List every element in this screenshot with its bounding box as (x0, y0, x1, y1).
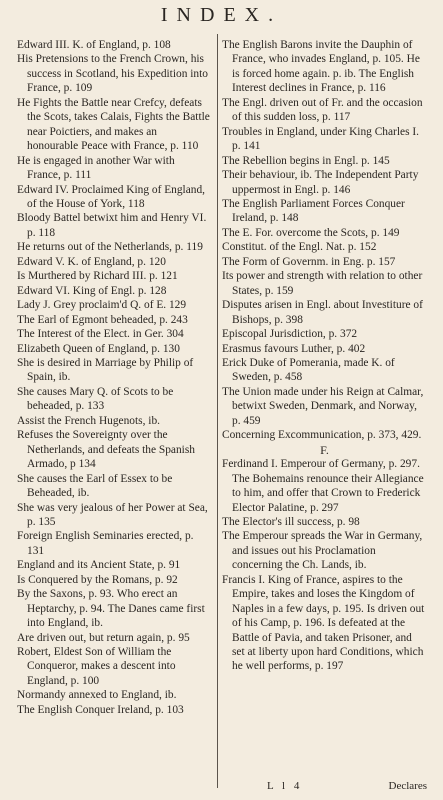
index-entry: Episcopal Jurisdiction, p. 372 (222, 328, 358, 341)
index-entry: Francis I. King of France, aspires to the Empire, takes and loses the Kingdom of Naples in a few days, p. 195. Is driven out of his Camp, p. 196. Is defeated at the Battle of Pavia, and taken Prisoner, and set at liberty upon hard Conditions, which he well performs, p. 197 (222, 573, 428, 673)
index-entry: She was very jealous of her Power at Sea, p. 135 (17, 501, 211, 528)
index-entry: Its power and strength with relation to other States, p. 159 (222, 270, 426, 297)
index-entry: The Earl of Egmont beheaded, p. 243 (17, 313, 188, 326)
catchword: Declares (388, 780, 427, 792)
index-entry: Bloody Battel betwixt him and Henry VI. p. 118 (17, 212, 210, 239)
index-entry: Ferdinand I. Emperour of Germany, p. 297. The Bohemains renounce their Allegiance to him, and offer that Crown to Frederick Elector Palatine, p. 297 (222, 458, 427, 514)
page-footer (222, 780, 427, 792)
index-entry: Erick Duke of Pomerania, made K. of Sweden, p. 458 (222, 356, 398, 384)
index-entry: The Union made under his Reign at Calmar, betwixt Sweden, Denmark, and Norway, p. 459 (222, 385, 427, 427)
index-entry: She causes Mary Q. of Scots to be beheaded, p. 133 (17, 385, 177, 413)
index-entry: The Interest of the Elect. in Ger. 304 (17, 328, 184, 341)
index-entry: By the Saxons, p. 93. Who erect an Heptarchy, p. 94. The Danes came first into England, ib. (17, 588, 208, 630)
index-entry: She causes the Earl of Essex to be Beheaded, ib. (17, 472, 176, 500)
index-entry: Normandy annexed to England, ib. (17, 689, 177, 702)
right-column (222, 38, 427, 674)
index-entry: The Engl. driven out of Fr. and the occasion of this sudden loss, p. 117 (222, 96, 426, 124)
index-entry: Constitut. of the Engl. Nat. p. 152 (222, 241, 377, 254)
index-entry: Assist the French Hugenots, ib. (17, 414, 161, 427)
signature-mark: L l 4 (267, 780, 303, 792)
index-entry: Elizabeth Queen of England, p. 130 (17, 342, 180, 355)
index-entry: Erasmus favours Luther, p. 402 (222, 342, 366, 355)
index-entry: Are driven out, but return again, p. 95 (17, 631, 190, 644)
index-entry: Refuses the Sovereignty over the Netherlands, and defeats the Spanish Armado, p 134 (17, 429, 198, 471)
index-entry: Is Conquered by the Romans, p. 92 (17, 573, 178, 586)
index-entry: The Form of Governm. in Eng. p. 157 (222, 255, 396, 268)
index-entry: Their behaviour, ib. The Independent Party uppermost in Engl. p. 146 (222, 169, 422, 196)
index-entry: Lady J. Grey proclaim'd Q. of E. 129 (17, 299, 187, 312)
index-entry: Troubles in England, under King Charles I. p. 141 (222, 125, 422, 153)
section-letter-heading: F. (320, 442, 329, 457)
index-entry: Concerning Excommunication, p. 373, 429. (222, 429, 422, 442)
index-entry: The E. For. overcome the Scots, p. 149 (222, 226, 400, 239)
index-entry: The Rebellion begins in Engl. p. 145 (222, 154, 390, 167)
index-entry: He is engaged in another War with France, p. 111 (17, 154, 178, 182)
index-entry: The Emperour spreads the War in Germany, and issues out his Proclamation concerning the Ch. Lands, ib. (222, 530, 426, 572)
index-entry: She is desired in Marriage by Philip of Spain, ib. (17, 356, 197, 384)
index-entry: The English Conquer Ireland, p. 103 (17, 703, 184, 716)
page-title: INDEX. (160, 4, 283, 26)
index-entry: Foreign English Seminaries erected, p. 131 (17, 530, 197, 557)
index-entry: His Pretensions to the French Crown, his success in Scotland, his Expedition into France, p. 109 (17, 53, 211, 95)
left-column (17, 38, 213, 717)
index-entry: Disputes arisen in Engl. about Investiture of Bishops, p. 398 (222, 299, 426, 326)
index-entry: Edward III. K. of England, p. 108 (17, 39, 171, 51)
index-entry: Edward IV. Proclaimed King of England, of the House of York, 118 (17, 183, 208, 210)
index-entry: Edward V. K. of England, p. 120 (17, 255, 166, 268)
index-entry: England and its Ancient State, p. 91 (17, 559, 181, 572)
index-entry: The English Parliament Forces Conquer Ireland, p. 148 (222, 197, 408, 225)
index-entry: Edward VI. King of Engl. p. 128 (17, 284, 167, 297)
index-entry: The Elector's ill success, p. 98 (222, 515, 360, 528)
index-entry: He returns out of the Netherlands, p. 119 (17, 241, 203, 254)
index-entry: He Fights the Battle near Crefcy, defeats the Scots, takes Calais, Fights the Battle near Poictiers, and makes an honourable Peace with France, p. 110 (17, 96, 213, 153)
column-divider (217, 34, 218, 788)
index-entry: Robert, Eldest Son of William the Conqueror, makes a descent into England, p. 100 (17, 646, 179, 687)
index-entry: The English Barons invite the Dauphin of France, who invades England, p. 105. He is forced home again. p. ib. The English Interest declines in France, p. 116 (222, 39, 423, 95)
index-entry: Is Murthered by Richard III. p. 121 (17, 270, 178, 283)
